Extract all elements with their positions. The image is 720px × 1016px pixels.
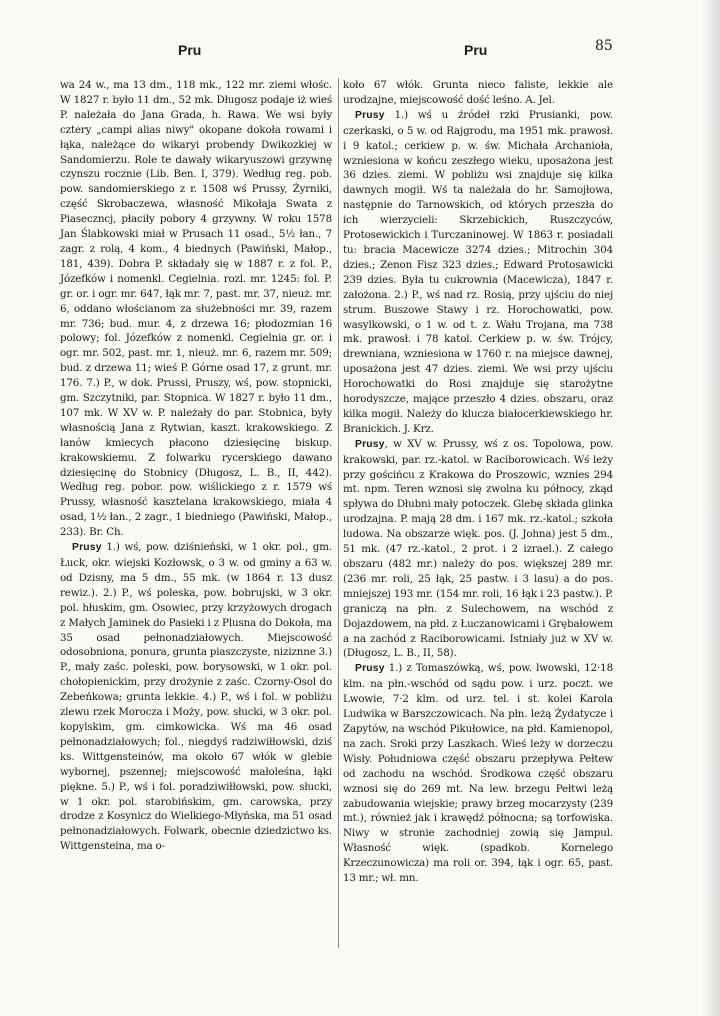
- right-running-head: Pru: [464, 42, 488, 58]
- entry-text-prussy-continued: wa 24 w., ma 13 dm., 118 mk., 122 mr. ziemi włośc. W 1827 r. było 11 dm., 52 mk. Długosz podaje iż wieś P. należała do Jana Grada, h. Rawa. We wsi były cztery „campi alias niwy" okopane dokoła rowami i łąka, należące do wikaryi probendy Dwikozkiej w Sandomierzu. Role te dawały wikaryuszowi grzywnę czynszu rocznie (Lib. Ben. I, 379). Według reg. pob. pow. sandomierskiego z r. 1508 wś Prussy, Żyrniki, część Skrobaczewa, własność Mikołaja Swata z Piaseczncj, płaciły pobory 4 grzywny. W roku 1578 Jan Ślabkowski miał w Prusach 11 osad., 5½ łan., 7 zagr. z rolą, 4 kom., 4 biednych (Pawiński, Małop., 181, 439). Dobra P. składały się w 1887 r. z fol. P., Józefków i nomenkl. Cegielnia. rozl. mr. 1245: fol. P. gr. or. i ogr. mr. 647, łąk mr. 7, past. mr. 37, nieuż. mr. 6, oddano włościanom za służebności mr. 39, razem mr. 736; bud. mur. 4, z drzewa 16; płodozmian 16 polowy; fol. Józefków z nomenkl. Cegielnia gr. or. i ogr. mr. 502, past. mr. 1, nieuż. mr. 6, razem mr. 509; bud. z drzewa 11; wieś P. Górne osad 17, z grunt. mr. 176. 7.) P., w dok. Prussi, Pruszy, wś, pow. stopnicki, gm. Szczytniki, par. Stopnica. W 1827 r. było 11 dm., 107 mk. W XV w. P. należały do par. Stobnica, były własnością Jana z Rytwian, kaszt. krakowskiego. Z łanów kmiecych płacono dziesięcinę biskup. krakowskiemu. Z folwarku rycerskiego dawano dziesięcinę do Stobnicy (Długosz, L. B., II, 442). Według reg. pobor. pow. wiślickiego z r. 1579 wś Prussy, własność kasztelana krakowskiego, miała 4 osad, 1½ łan., 2 zagr., 1 biedniego (Pawiński, Małop., 233). Br. Ch.: [60, 79, 332, 539]
- entry-prusy-krakowski: [343, 437, 613, 662]
- entry-headword: Prusy: [72, 542, 102, 554]
- column-divider: [338, 78, 339, 948]
- page-edge-shadow: [702, 0, 720, 1016]
- page-number: 85: [595, 38, 613, 54]
- entry-prusy-lwowski: [343, 661, 613, 886]
- page-header: [60, 36, 620, 58]
- entry-headword: Prusy: [355, 109, 385, 121]
- right-column: [343, 78, 613, 886]
- entry-headword: Prusy: [355, 663, 385, 675]
- entry-body: 1.) wś u źródeł rzki Prusianki, pow. czerkaski, o 5 w. od Rajgrodu, ma 1951 mk. prawosł. i 9 katol.; cerkiew p. w. św. Michała Archanioła, wzniesiona w końcu zeszłego wieku, uposażona jest 36 dzies. ziemi. W pobliżu wsi znajduje się kilka dawnych mogił. Wś ta należała do hr. Samojłowa, następnie do Tarnowskich, od których przeszła do ich wierzycieli: Skrzebickich, Ruszczyców, Protosewickich i Turczaninowej. W 1863 r. posiadali tu: bracia Macewicze 3274 dzies.; Mitrochin 304 dzies.; Zenon Fisz 323 dzies.; Edward Protosawicki 239 dzies. Była tu cukrownia (Macewicza), 1847 r. założona. 2.) P., wś nad rz. Rosią, przy ujściu do niej strum. Buszowe Stawy i rz. Horochowatki, pow. wasylkowski, o 1 w. od t. z. Wału Trojana, ma 738 mk. prawosł. i 78 katol. Cerkiew p. w. św. Trójcy, drewniana, wzniesiona w 1760 r. na miejsce dawnej, uposażona jest 47 dzies. ziemi. We wsi przy ujściu Horochowatki do Rosi znajduje się starożytne horodyszcze, mające przeszło 4 dzies. obszaru, oraz kilka mogił. Należy do klucza białocerkiewskiego hr. Branickich. J. Krz.: [343, 108, 613, 435]
- entry-prusy-czerkaski: [343, 108, 613, 437]
- left-running-head: Pru: [178, 42, 202, 58]
- entry-body: 1.) wś, pow. dziśnieński, w 1 okr. pol., gm. Łuck, okr. wiejski Kozłowsk, o 3 w. od gminy a 63 w. od Dzisny, ma 5 dm., 55 mk. (w 1864 r. 13 dusz rewiz.). 2.) P., wś poleska, pow. bobrujski, w 3 okr. pol. hłuskim, gm. Osowiec, przy krzyżowych drogach z Małych Jaminek do Pasieki i z Plusna do Dokoła, ma 35 osad pełnonadziałowych. Miejscowość odosobniona, ponura, grunta piaszczyste, niziznne 3.) P., mały zaśc. poleski, pow. borysowski, w 1 okr. pol. chołopienickim, przy drożynie z zaśc. Czorny-Osol do Zebeńkowa; grunta lekkie. 4.) P., wś i fol. w pobliżu zlewu rzek Morocza i Możу, pow. słuckі, w 3 okr. pol. kopylskim, gm. cimkowicka. Wś ma 46 osad pełnonadziałowych; fol., niegdyś radziwiłłowski, dziś ks. Wittgensteinów, ma około 67 włók w glebie wybornej, pszennej; miejscowość małoleśna, łąki piękne. 5.) P., wś i fol. poradziwiłłowski, pow. słucki, w 1 okr. pol. starobińskim, gm. carowska, przy drodze z Kosynicz do Wielkiego-Młyńska, ma 51 osad pełnonadziałowych. Folwark, obecnie dziedzictwo ks. Wittgensteina, ma o-: [60, 541, 332, 853]
- entry-text-continued: koło 67 włók. Grunta nieco faliste, lekkie ale urodzajne, miejscowość dość leśno. A. Jel.: [343, 79, 613, 106]
- entry-body: , w XV w. Prussy, wś z os. Topolowa, pow. krakowski, par. rz.-katol. w Raciborowicach. Wś leży przy gościńcu z Krakowa do Proszowic, wznies 294 mt. npm. Teren wznosi się zwolna ku północy, zkąd spływa do Dłubni mały potoczek. Glebę składa glinka urodzajna. P. mają 28 dm. i 167 mk. rz.-katol.; szkoła ludowa. Na obszarze więk. pos. (J. Johna) jest 5 dm., 51 mk. (47 rz.-katol., 2 prot. i 2 izrael.). Z całego obszaru (482 mr.) należy do pos. większej 289 mr. (236 mr. roli, 25 łąk, 25 pastw. i 3 lasu) a do pos. mniejszej 193 mr. (154 mr. roli, 16 łąk i 23 pastw.). P. graniczą na płn. z Sulechowem, na wschód z Dojazdowem, na płd. z Łuczanowicami i Grębałowem a na zachód z Raciborowicami. Istniały już w XV w. (Długosz, L. B., II, 58).: [343, 437, 613, 660]
- left-column: [60, 78, 332, 854]
- entry-body: 1.) z Tomaszówką, wś, pow. lwowski, 12·18 klm. na płn.-wschód od sądu pow. i urz. poczt. we Lwowie, 7·2 klm. od urz. tel. i st. kolei Karola Ludwika w Barszczowicach. Na płn. leżą Żydatycze i Zapytów, na wschód Pikułowicе, na płd. Kamienopol, na zach. Sroki przy Laszkach. Wieś leży w dorzeczu Wisły. Południowa część obszaru przepływa Pełtew od zachodu na wschód. Środkowa część obszaru wznosi się do 269 mt. Na lew. brzegu Pełtwi leżą zabudowania wiejskie; prawy brzeg mocarzysty (239 mt.), również jak i krawędź północna; są torfowiska. Niwy w stronie zachodniej zowią się Jampul. Własność więk. (spadkob. Kornelego Krzeczunowicza) ma roli or. 394, łąk i ogr. 65, past. 13 mr.; wł. mn.: [343, 662, 613, 885]
- entry-prusy-dzisnienski: [60, 540, 332, 854]
- entry-headword: Prusy: [355, 438, 385, 450]
